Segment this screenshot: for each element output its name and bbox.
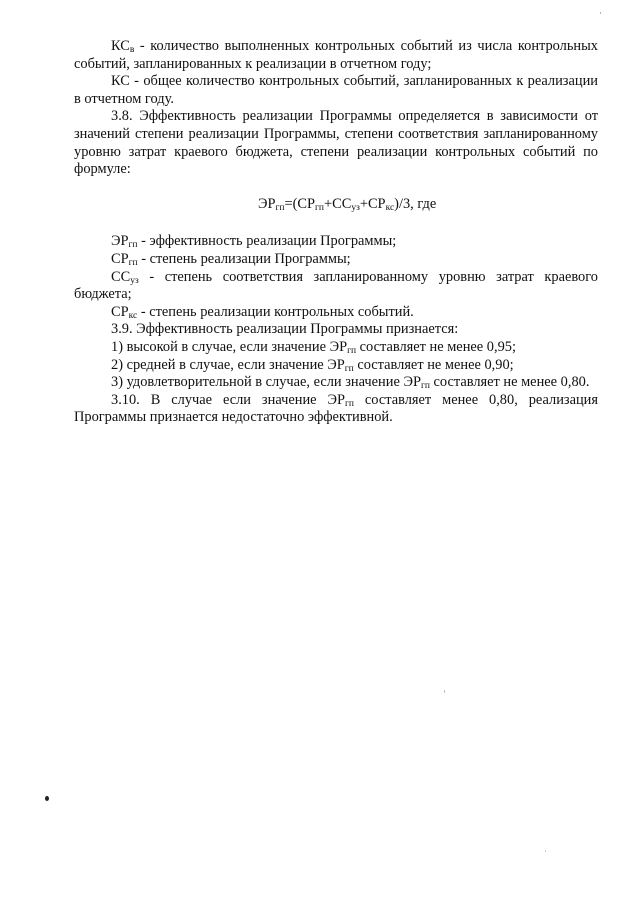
section-3-8: 3.8. Эффективность реализации Программы определяется в зависимости от значений степени реализации Программы, степени соответствия запланированному уровню затрат краевого бюджета, степени реализации контрольных событий по формуле: xyxy=(74,108,598,178)
scan-speck xyxy=(444,690,445,693)
definition-ks: КС - общее количество контрольных событий, запланированных к реализации в отчетном году. xyxy=(74,73,598,107)
definition-ksv: $КС_в$ - количество выполненных контрольных событий из числа контрольных событий, запланированных к реализации в отчетном году; xyxy=(74,38,598,72)
efficiency-formula: $ЭР_{гп}=(СР_{гп}+СС_{уз}+СР_{кс})/3$, где xyxy=(258,195,437,213)
document-body xyxy=(74,38,598,427)
scan-speck xyxy=(600,12,601,14)
definition-sr-ks: $СР_{кс}$ - степень реализации контрольных событий. xyxy=(111,303,414,321)
level-high: 1) высокой в случае, если значение $ЭР_{гп}$ составляет не менее 0,95; xyxy=(111,338,516,356)
definition-ss-uz: $СС_{уз}$ - степень соответствия запланированному уровню затрат краевого бюджета; xyxy=(74,268,598,303)
section-3-9: 3.9. Эффективность реализации Программы признается: xyxy=(111,321,459,338)
definition-sr-gp: $СР_{гп}$ - степень реализации Программы; xyxy=(111,250,351,268)
scan-speck xyxy=(45,796,49,801)
level-medium: 2) средней в случае, если значение $ЭР_{гп}$ составляет не менее 0,90; xyxy=(111,356,514,374)
scan-speck xyxy=(545,850,546,852)
level-satisfactory: 3) удовлетворительной в случае, если значение $ЭР_{гп}$ составляет не менее 0,80. xyxy=(111,374,590,392)
definition-er-gp: $ЭР_{гп}$ - эффективность реализации Программы; xyxy=(111,233,397,251)
section-3-10: 3.10. В случае если значение $ЭР_{гп}$ составляет менее 0,80, реализация Программы признается недостаточно эффективной. xyxy=(74,391,598,426)
